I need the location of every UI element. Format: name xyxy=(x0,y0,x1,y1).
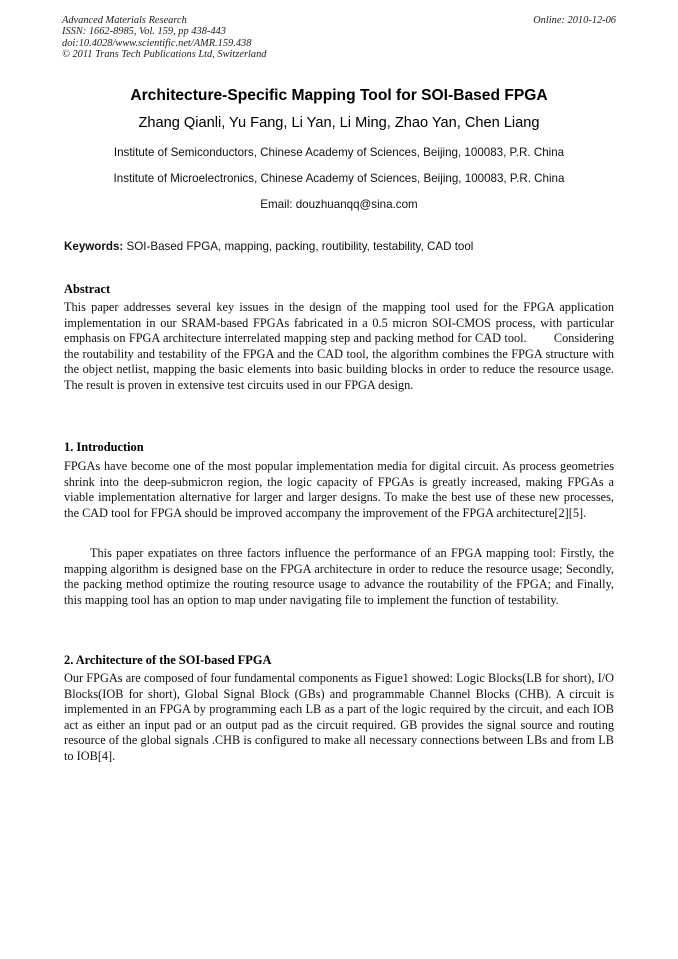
online-date: Online: 2010-12-06 xyxy=(533,15,616,26)
introduction-paragraph-1: FPGAs have become one of the most popular implementation media for digital circuit. As process geometries shrink into the deep-submicron region, the logic capacity of FPGAs is greatly increased, making FPGAs a viable implementation alternative for larger and larger designs. To make the best use of these new processes, the CAD tool for FPGA should be improved accompany the improvement of the FPGA architecture[2][5]. xyxy=(64,459,614,520)
affiliation-semiconductors: Institute of Semiconductors, Chinese Academy of Sciences, Beijing, 100083, P.R. China xyxy=(113,146,565,159)
abstract-text: This paper addresses several key issues in the design of the mapping tool used for the FPGA application implementation in our SRAM-based FPGAs fabricated in a 0.5 micron SOI-CMOS process, with particular emphasis on FPGA architecture interrelated mapping step and packing method for CAD tool. Considering the routability and testability of the FPGA and the CAD tool, the algorithm combines the FPGA structure with the object netlist, mapping the basic elements into basic building blocks in order to reduce the resource usage. The result is proven in extensive test circuits used in our FPGA design. xyxy=(64,300,618,392)
keywords-line xyxy=(64,240,473,253)
affiliation-microelectronics: Institute of Microelectronics, Chinese Academy of Sciences, Beijing, 100083, P.R. China xyxy=(113,172,565,185)
journal-header xyxy=(62,15,266,61)
journal-name: Advanced Materials Research xyxy=(62,15,187,26)
abstract-heading: Abstract xyxy=(64,282,111,296)
contact-email: Email: douzhuanqq@sina.com xyxy=(260,198,418,211)
introduction-paragraph-2: This paper expatiates on three factors influence the performance of an FPGA mapping tool: Firstly, the mapping algorithm is designed base on the FPGA architecture in order to reduce the resource usage; Secondly, the packing method optimize the routing resource usage to advance the routability of the FPGA; and Finally, this mapping tool has an option to map under navigating file to implement the function of testability. xyxy=(64,546,614,607)
introduction-heading: 1. Introduction xyxy=(64,440,144,454)
architecture-paragraph: Our FPGAs are composed of four fundamental components as Figue1 showed: Logic Blocks(LB for short), I/O Blocks(IOB for short), Global Signal Block (GBs) and programmable Channel Blocks (CHB). A circuit is implemented in an FPGA by programming each LB as a part of the logic required by the circuit, and each IOB act as either an input pad or an output pad as the circuit required. GB provides the signal source and routing resource of the global signals .CHB is configured to make all necessary connections between LBs and from LB to IOB[4]. xyxy=(64,671,614,763)
paper-title: Architecture-Specific Mapping Tool for SOI-Based FPGA xyxy=(130,87,548,104)
author-list: Zhang Qianli, Yu Fang, Li Yan, Li Ming, Zhao Yan, Chen Liang xyxy=(138,115,540,131)
copyright-line: © 2011 Trans Tech Publications Ltd, Switzerland xyxy=(62,49,267,61)
issn-line: ISSN: 1662-8985, Vol. 159, pp 438-443 xyxy=(62,26,226,38)
keywords-list: SOI-Based FPGA, mapping, packing, routibility, testability, CAD tool xyxy=(123,240,474,253)
architecture-heading: 2. Architecture of the SOI-based FPGA xyxy=(64,653,272,667)
doi-line: doi:10.4028/www.scientific.net/AMR.159.438 xyxy=(62,37,252,49)
keywords-label: Keywords: xyxy=(64,240,124,253)
